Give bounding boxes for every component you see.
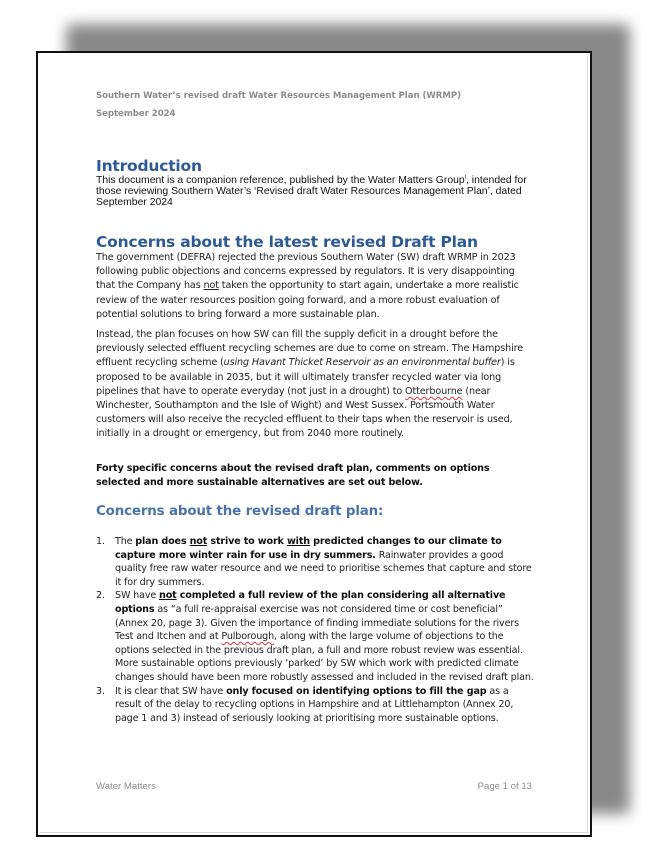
- list-item: [96, 685, 536, 726]
- summary-statement: Forty specific concerns about the revised draft plan, comments on options selected and more sustainable alternatives are set out below.: [96, 462, 490, 488]
- underlined-text: not: [203, 280, 219, 292]
- concerns-paragraph-1: [96, 251, 536, 322]
- introduction-heading: Introduction: [96, 157, 202, 175]
- bold-text: completed a full review of the plan considering all alternative options: [115, 590, 506, 616]
- spellcheck-flagged-word: Pulborough: [221, 631, 275, 643]
- footer-page-number: Page 1 of 13: [477, 781, 532, 792]
- document-page: [36, 51, 592, 837]
- list-number: 3.: [96, 685, 105, 697]
- bold-underlined-text: not: [159, 590, 177, 602]
- text-run: ) is proposed to be available in 2035, but it will ultimately transfer recycled water via long pipelines that have to operate everyday (not just in a drought) to: [96, 357, 515, 397]
- text-run: , along with the large volume of objections to the options selected in the previous draft plan, a full and more robust review was essential. More sustainable options previously ‘parked’ by SW which work with predicted climate changes should have been more robustly assessed and included in the revised draft plan.: [115, 631, 534, 683]
- page-footer: [96, 781, 532, 792]
- text-run: as “a full re-appraisal exercise was not considered time or cost beneficial” (Annex 20, page 3). Given the importance of finding immediate solutions for the rivers Test and Itchen and at: [115, 604, 519, 643]
- page-content: [96, 87, 536, 725]
- text-run: Instead, the plan focuses on how SW can fill the supply deficit in a drought before the previously selected effluent recycling schemes are due to come on stream. The Hampshire effluent recycling scheme (: [96, 329, 524, 369]
- spellcheck-flagged-word: Otterbourne: [405, 385, 463, 397]
- document-title: Southern Water’s revised draft Water Resources Management Plan (WRMP): [96, 91, 461, 101]
- intro-text: This document is a companion reference, published by the Water Matters Group: [96, 175, 465, 186]
- text-run: as a result of the delay to recycling options in Hampshire and at Littlehampton (Annex 20, page 1 and 3) instead of seriously looking at prioritising more sustainable options.: [115, 685, 514, 724]
- intro-text-cont: , intended for those reviewing Southern Water’s ‘Revised draft Water Resources Management Plan’, dated September 2024: [96, 175, 527, 208]
- text-run: Rainwater provides a good quality free raw water resource and we need to prioritise schemes that capture and store it for dry summers.: [115, 549, 532, 588]
- bold-underlined-text: not: [189, 536, 208, 548]
- list-number: 1.: [96, 536, 105, 548]
- document-date: September 2024: [96, 109, 176, 119]
- bold-text: only focused on identifying options to fill the gap: [226, 685, 487, 697]
- italic-text: using Havant Thicket Reservoir as an environmental buffer: [223, 357, 501, 369]
- text-run: The: [115, 536, 136, 548]
- list-number: 2.: [96, 590, 105, 602]
- list-heading: Concerns about the revised draft plan:: [96, 504, 384, 520]
- introduction-paragraph: [96, 175, 536, 208]
- text-run: taken the opportunity to start again, undertake a more realistic review of the water resources position going forward, and a more robust evaluation of potential solutions to bring forward a more sustainable plan.: [96, 280, 519, 320]
- bold-text: predicted changes to our climate to capture more winter rain for use in dry summers.: [115, 536, 502, 561]
- bold-text: plan does: [135, 536, 190, 548]
- concerns-paragraph-2: [96, 328, 536, 442]
- list-item: [96, 535, 536, 589]
- text-run: SW have: [115, 590, 160, 602]
- footer-organization: Water Matters: [96, 781, 156, 792]
- text-run: (near Winchester, Southampton and the Isle of Wight) and West Sussex. Portsmouth Water customers will also receive the recycled effluent to their taps when the reservoir is used, initially in a drought or emergency, but from 2040 more routinely.: [96, 385, 513, 440]
- concerns-list: [96, 535, 536, 725]
- list-item: [96, 589, 536, 684]
- text-run: The government (DEFRA) rejected the previous Southern Water (SW) draft WRMP in 2023 following public objections and concerns expressed by regulators. It is very disappointing that the Company has: [96, 252, 516, 292]
- concerns-heading: Concerns about the latest revised Draft Plan: [96, 233, 478, 251]
- bold-underlined-text: with: [286, 536, 310, 548]
- bold-text: strive to work: [207, 536, 287, 548]
- text-run: It is clear that SW have: [115, 685, 227, 697]
- footnote-marker[interactable]: i: [464, 174, 467, 181]
